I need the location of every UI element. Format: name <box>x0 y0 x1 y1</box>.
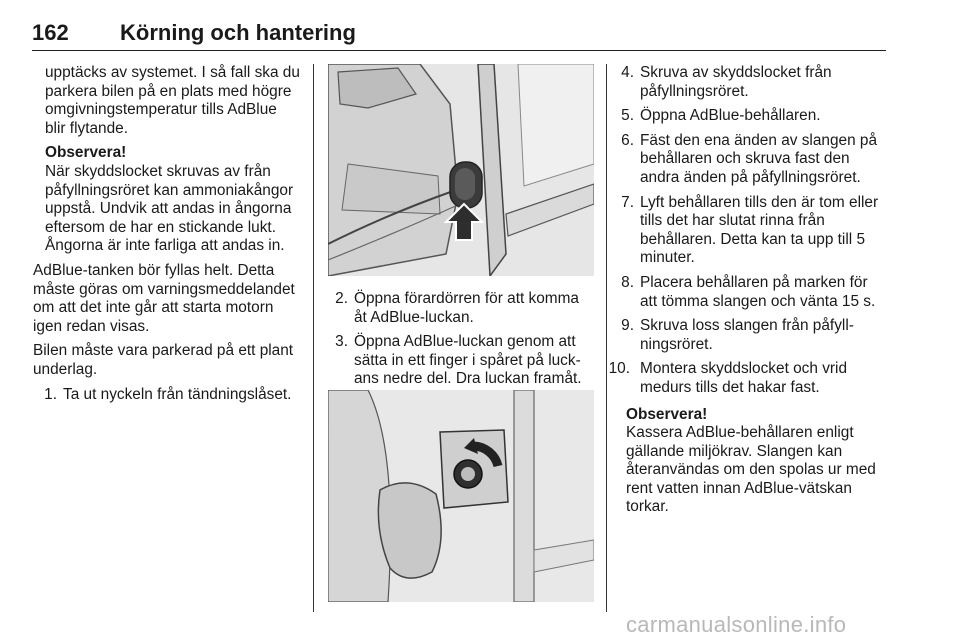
body-paragraph: AdBlue-tanken bör fyllas helt. Detta måste göras om varningsmeddelandet om att det inte går att starta motorn igen redan visas. <box>33 261 295 335</box>
step-item <box>614 194 888 268</box>
column-2 <box>328 290 594 395</box>
step-number: 7. <box>621 193 634 211</box>
step-number: 10. <box>608 360 630 378</box>
step-item <box>614 64 888 101</box>
step-number: 6. <box>621 131 634 149</box>
body-paragraph: Bilen måste vara parkerad på ett plant underlag. <box>33 342 294 378</box>
step-item <box>614 317 888 354</box>
step-item <box>328 290 594 327</box>
step-item <box>614 107 888 126</box>
step-text: Öppna AdBlue-behållaren. <box>640 107 821 125</box>
note-text: Kassera AdBlue-behållaren enligt gällande miljökrav. Slangen kan återanvändas om den spolas ur med rent vatten innan AdBlue-vätskan torkar. <box>626 424 876 516</box>
step-text: Ta ut nyckeln från tändningslåset. <box>63 385 292 403</box>
step-text: Skruva av skyddslocket från påfyllningsröret. <box>640 64 832 100</box>
step-number: 4. <box>621 64 634 81</box>
column-3 <box>608 64 888 523</box>
step-item <box>606 360 888 397</box>
note-text: När skyddslocket skruvas av från påfyllningsröret kan ammoniakångor uppstå. Undvik att andas in ångorna eftersom de har en stickande lukt. Ångorna är inte farliga att andas in. <box>45 162 294 255</box>
step-number: 1. <box>44 385 57 403</box>
door-sill-illustration <box>328 64 594 276</box>
steps-list <box>608 64 888 398</box>
step-number: 3. <box>335 333 348 351</box>
step-item <box>614 274 888 311</box>
step-item <box>37 386 301 405</box>
step-text: Öppna AdBlue-luckan genom att sätta in ett finger i spåret på luckans nedre del. Dra luckan framåt. <box>354 333 582 388</box>
step-number: 2. <box>335 290 348 307</box>
filler-cap-illustration <box>328 390 594 602</box>
step-item <box>328 333 594 389</box>
note-title: Observera! <box>45 144 127 162</box>
watermark: carmanualsonline.info <box>626 612 847 637</box>
intro-paragraph: upptäcks av systemet. I så fall ska du parkera bilen på en plats med högre omgivningstemperatur tills AdBlue blir flytande. <box>45 64 300 137</box>
step-text: Skruva loss slangen från påfyllningsröret. <box>640 317 854 353</box>
step-number: 9. <box>621 317 634 335</box>
page-number: 162 <box>32 20 69 45</box>
step-number: 5. <box>621 107 634 125</box>
page-header <box>32 18 886 51</box>
column-divider <box>606 64 607 612</box>
step-text: Fäst den ena änden av slangen på behållaren och skruva fast den andra änden på påfyllningsröret. <box>640 131 878 186</box>
note-title: Observera! <box>626 405 708 423</box>
section-title: Körning och hantering <box>120 20 356 45</box>
step-text: Lyft behållaren tills den är tom eller tills det har slutat rinna från behållaren. Detta kan ta upp till 5 minuter. <box>640 193 879 267</box>
step-text: Montera skyddslocket och vrid medurs tills det hakar fast. <box>640 360 848 396</box>
step-item <box>614 132 888 188</box>
step-text: Öppna förardörren för att komma åt AdBlue-luckan. <box>354 290 579 326</box>
column-divider <box>313 64 314 612</box>
step-number: 8. <box>621 273 634 291</box>
step-text: Placera behållaren på marken för att tömma slangen och vänta 15 s. <box>640 273 876 310</box>
column-1 <box>33 64 301 410</box>
